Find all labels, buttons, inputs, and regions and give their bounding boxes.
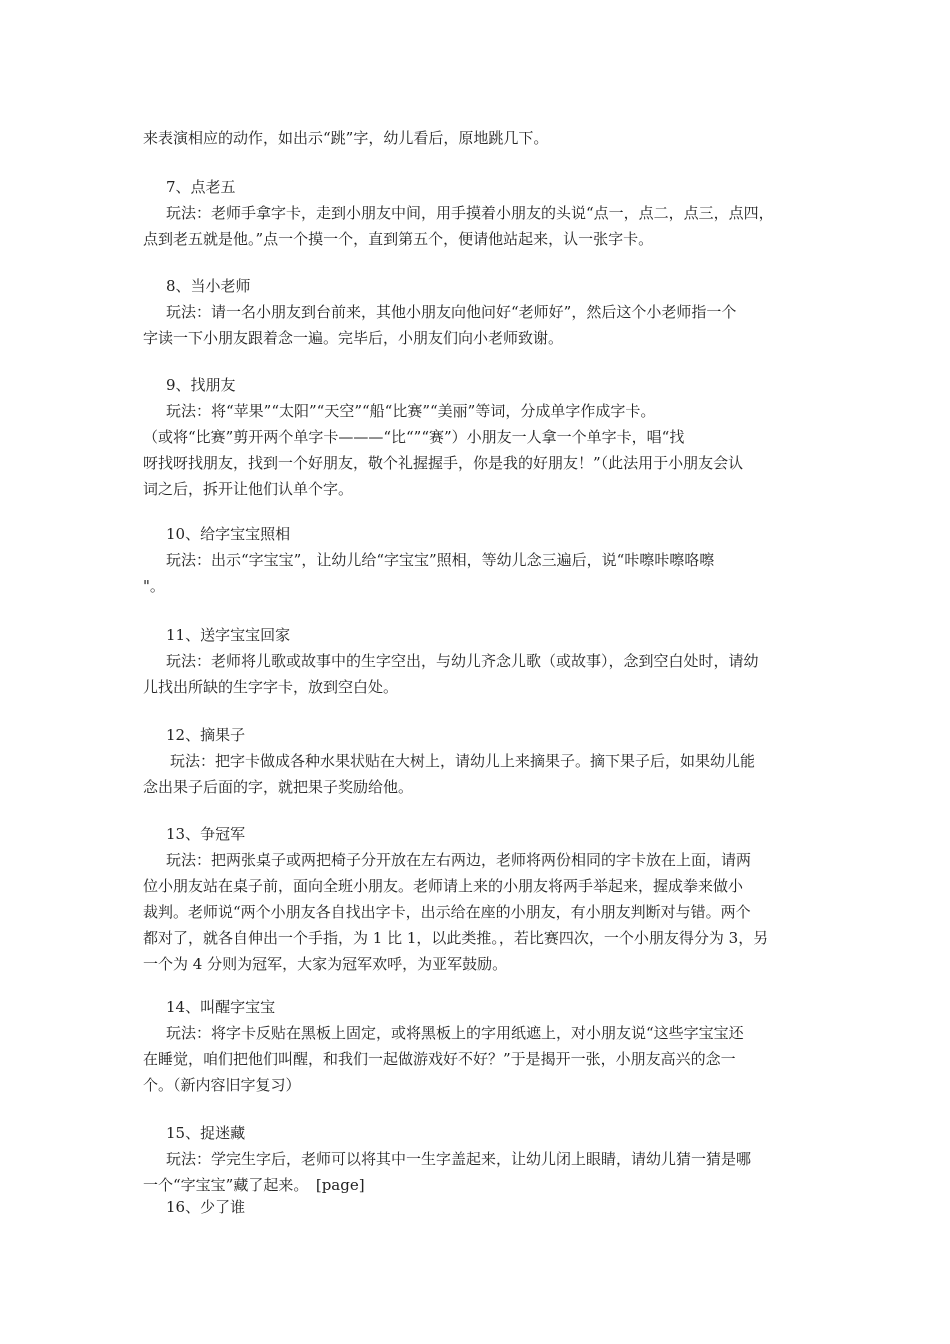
section-text-line: 词之后，拆开让他们认单个字。 [143, 480, 354, 498]
section-text-line: 玩法：将字卡反贴在黑板上固定，或将黑板上的字用纸遮上，对小朋友说“这些字宝宝还 [166, 1024, 744, 1042]
section-text-line: 都对了，就各自伸出一个手指，为 1 比 1，以此类推。，若比赛四次，一个小朋友得分为 3，另 [143, 929, 769, 947]
section-heading: 13、争冠军 [166, 825, 246, 843]
section-text-line: 玩法：老师将儿歌或故事中的生字空出，与幼儿齐念儿歌（或故事），念到空白处时，请幼 [166, 652, 759, 670]
intro-line: 来表演相应的动作，如出示“跳”字，幼儿看后，原地跳几下。 [143, 129, 549, 147]
section-heading: 8、当小老师 [166, 277, 251, 295]
section-heading: 12、摘果子 [166, 726, 246, 744]
section-heading: 14、叫醒字宝宝 [166, 998, 276, 1016]
section-text-line: 玩法：出示“字宝宝”，让幼儿给“字宝宝”照相，等幼儿念三遍后，说“咔嚓咔嚓咯嚓 [166, 551, 715, 569]
intro-paragraph [143, 125, 811, 151]
section-text-line: "。 [143, 577, 165, 595]
section-text-line: 玩法：请一名小朋友到台前来，其他小朋友向他问好“老师好”，然后这个小老师指一个 [166, 303, 737, 321]
section-text-line: 字读一下小朋友跟着念一遍。完毕后，小朋友们向小老师致谢。 [143, 329, 564, 347]
section-14 [143, 994, 811, 1098]
section-10 [143, 521, 811, 599]
section-heading: 11、送字宝宝回家 [166, 626, 291, 644]
section-text-line: 玩法：学完生字后，老师可以将其中一生字盖起来，让幼儿闭上眼睛，请幼儿猜一猜是哪 [166, 1150, 752, 1168]
section-9 [143, 372, 811, 502]
section-text-line: 儿找出所缺的生字字卡，放到空白处。 [143, 678, 399, 696]
section-11 [143, 622, 811, 700]
section-text-line: 玩法：将“苹果”“太阳”“天空”“船“比赛”“美丽”等词，分成单字作成字卡。 [166, 402, 656, 420]
section-12 [143, 722, 811, 800]
section-15 [143, 1120, 811, 1198]
section-16 [143, 1194, 811, 1220]
section-text-line: 在睡觉，咱们把他们叫醒，和我们一起做游戏好不好？”于是揭开一张，小朋友高兴的念一 [143, 1050, 736, 1068]
section-heading: 15、捉迷藏 [166, 1124, 246, 1142]
section-text-line: 位小朋友站在桌子前，面向全班小朋友。老师请上来的小朋友将两手举起来，握成拳来做小 [143, 877, 744, 895]
section-heading: 7、点老五 [166, 178, 236, 196]
section-7 [143, 174, 811, 252]
section-text-line: 玩法：把两张桌子或两把椅子分开放在左右两边，老师将两份相同的字卡放在上面，请两 [166, 851, 752, 869]
section-text-line: 个。（新内容旧字复习） [143, 1076, 301, 1094]
section-heading: 16、少了谁 [166, 1198, 246, 1216]
section-text-line: 念出果子后面的字，就把果子奖励给他。 [143, 778, 414, 796]
section-text-line: （或将“比赛”剪开两个单字卡———“比“”“赛”）小朋友一人拿一个单字卡，唱“找 [143, 428, 685, 446]
section-heading: 9、找朋友 [166, 376, 236, 394]
section-text-line: 裁判。老师说“两个小朋友各自找出字卡，出示给在座的小朋友，有小朋友判断对与错。两个 [143, 903, 751, 921]
section-text-line: 呀找呀找朋友，找到一个好朋友，敬个礼握握手，你是我的好朋友！”（此法用于小朋友会认 [143, 454, 744, 472]
section-8 [143, 273, 811, 351]
section-text-line: 玩法：老师手拿字卡，走到小朋友中间，用手摸着小朋友的头说“点一，点二，点三，点四， [166, 204, 774, 222]
section-text-line: 点到老五就是他。”点一个摸一个，直到第五个，便请他站起来，认一张字卡。 [143, 230, 654, 248]
section-text-line: 一个为 4 分则为冠军，大家为冠军欢呼，为亚军鼓励。 [143, 955, 508, 973]
section-13 [143, 821, 811, 977]
section-heading: 10、给字宝宝照相 [166, 525, 291, 543]
section-text-line: 玩法：把字卡做成各种水果状贴在大树上，请幼儿上来摘果子。摘下果子后，如果幼儿能 [170, 752, 756, 770]
section-text-line: 一个“字宝宝”藏了起来。 [page] [143, 1176, 365, 1194]
